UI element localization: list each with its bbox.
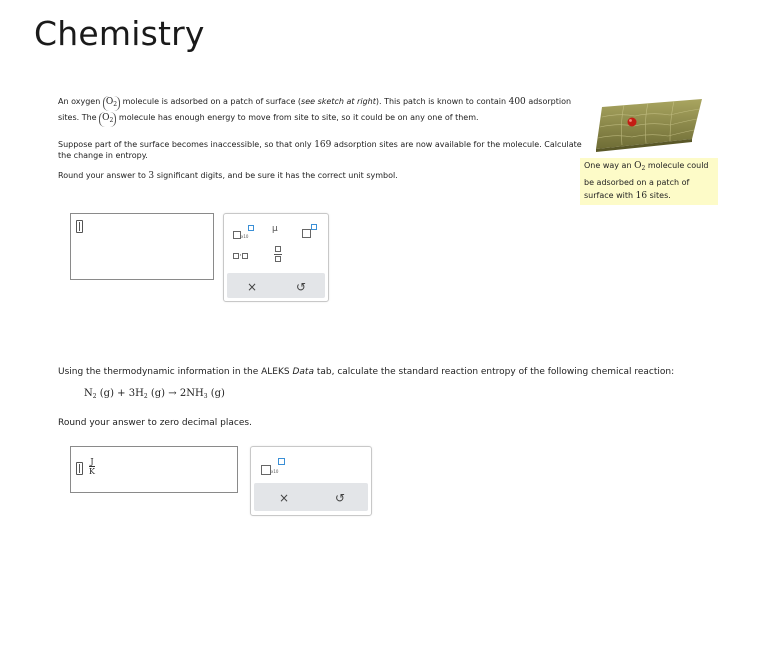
unit-denominator: K: [89, 467, 95, 476]
q2-math-palette: [250, 446, 372, 516]
q1-text: adsorption sites are now available for the molecule. Calculate: [333, 140, 582, 149]
q1-paragraph-1: [58, 96, 588, 111]
cursor-placeholder-icon: [76, 462, 83, 475]
superscript-template-icon[interactable]: [302, 224, 317, 239]
caption-text: be adsorbed on a patch of: [584, 177, 690, 187]
caption-text: molecule could: [647, 161, 709, 170]
unit-numerator: J: [90, 457, 94, 466]
sites-available: 169: [314, 140, 332, 150]
sites-total: 400: [508, 97, 526, 107]
q1-text: adsorption: [528, 97, 572, 106]
q1-text: the change in entropy.: [58, 151, 148, 160]
page-title: Chemistry: [34, 14, 205, 53]
q2-text: tab, calculate the standard reaction entropy of the following chemical reaction:: [316, 367, 675, 377]
unit-fraction: [89, 457, 95, 476]
exponent-template-icon[interactable]: x10: [233, 225, 254, 240]
q1-text-italic: see sketch at right: [301, 97, 376, 106]
q2-answer-input[interactable]: [70, 446, 238, 493]
q1-text: An oxygen: [58, 97, 101, 106]
o2-formula: $O_2$: [103, 96, 120, 111]
q1-text: Suppose part of the surface becomes inaccessible, so that only: [58, 140, 312, 149]
cursor-placeholder-icon: [76, 220, 83, 233]
q1-paragraph-3: [58, 170, 588, 182]
clear-icon[interactable]: ×: [247, 280, 258, 294]
sketch-caption: [580, 158, 718, 205]
q2-text: Using the thermodynamic information in the ALEKS: [58, 367, 290, 377]
clear-icon[interactable]: ×: [279, 491, 290, 505]
q1-text: ). This patch is known to contain: [375, 97, 507, 106]
caption-o2: $O_2$: [634, 161, 646, 172]
q1-palette-action-bar: [227, 273, 325, 298]
q2-palette-action-bar: [254, 483, 368, 511]
adsorption-sketch-icon: [590, 95, 710, 155]
caption-text: surface with: [584, 191, 634, 200]
q1-text: molecule has enough energy to move from site to site, so it could be on any one of them.: [118, 113, 479, 122]
q1-text: molecule is adsorbed on a patch of surface (: [122, 97, 302, 106]
data-tab-ref: Data: [292, 367, 314, 377]
caption-sites: 16: [635, 191, 648, 201]
q1-text: significant digits, and be sure it has the correct unit symbol.: [156, 171, 398, 180]
undo-icon[interactable]: ↺: [335, 491, 346, 505]
caption-text: One way an: [584, 161, 632, 170]
sig-digits: 3: [148, 171, 155, 181]
fraction-template-icon[interactable]: [274, 246, 282, 262]
q1-math-palette: [223, 213, 329, 302]
reaction-equation: $N_2$ $(g) + 3H_2$ $(g) \to 2NH_3$ (g): [84, 388, 225, 400]
exponent-template-icon[interactable]: x10: [261, 458, 285, 475]
q1-answer-input[interactable]: [70, 213, 214, 280]
q1-text: sites. The: [58, 113, 97, 122]
q2-prompt: [58, 367, 674, 377]
caption-text: sites.: [649, 191, 671, 200]
mu-button[interactable]: μ: [272, 224, 278, 234]
undo-icon[interactable]: ↺: [296, 280, 307, 294]
q2-round-instruction: Round your answer to zero decimal places.: [58, 418, 252, 428]
q1-text: Round your answer to: [58, 171, 146, 180]
q1-paragraph-1b: [58, 112, 588, 127]
o2-formula: $O_2$: [99, 112, 116, 127]
multiply-template-icon[interactable]: ·: [233, 251, 248, 261]
